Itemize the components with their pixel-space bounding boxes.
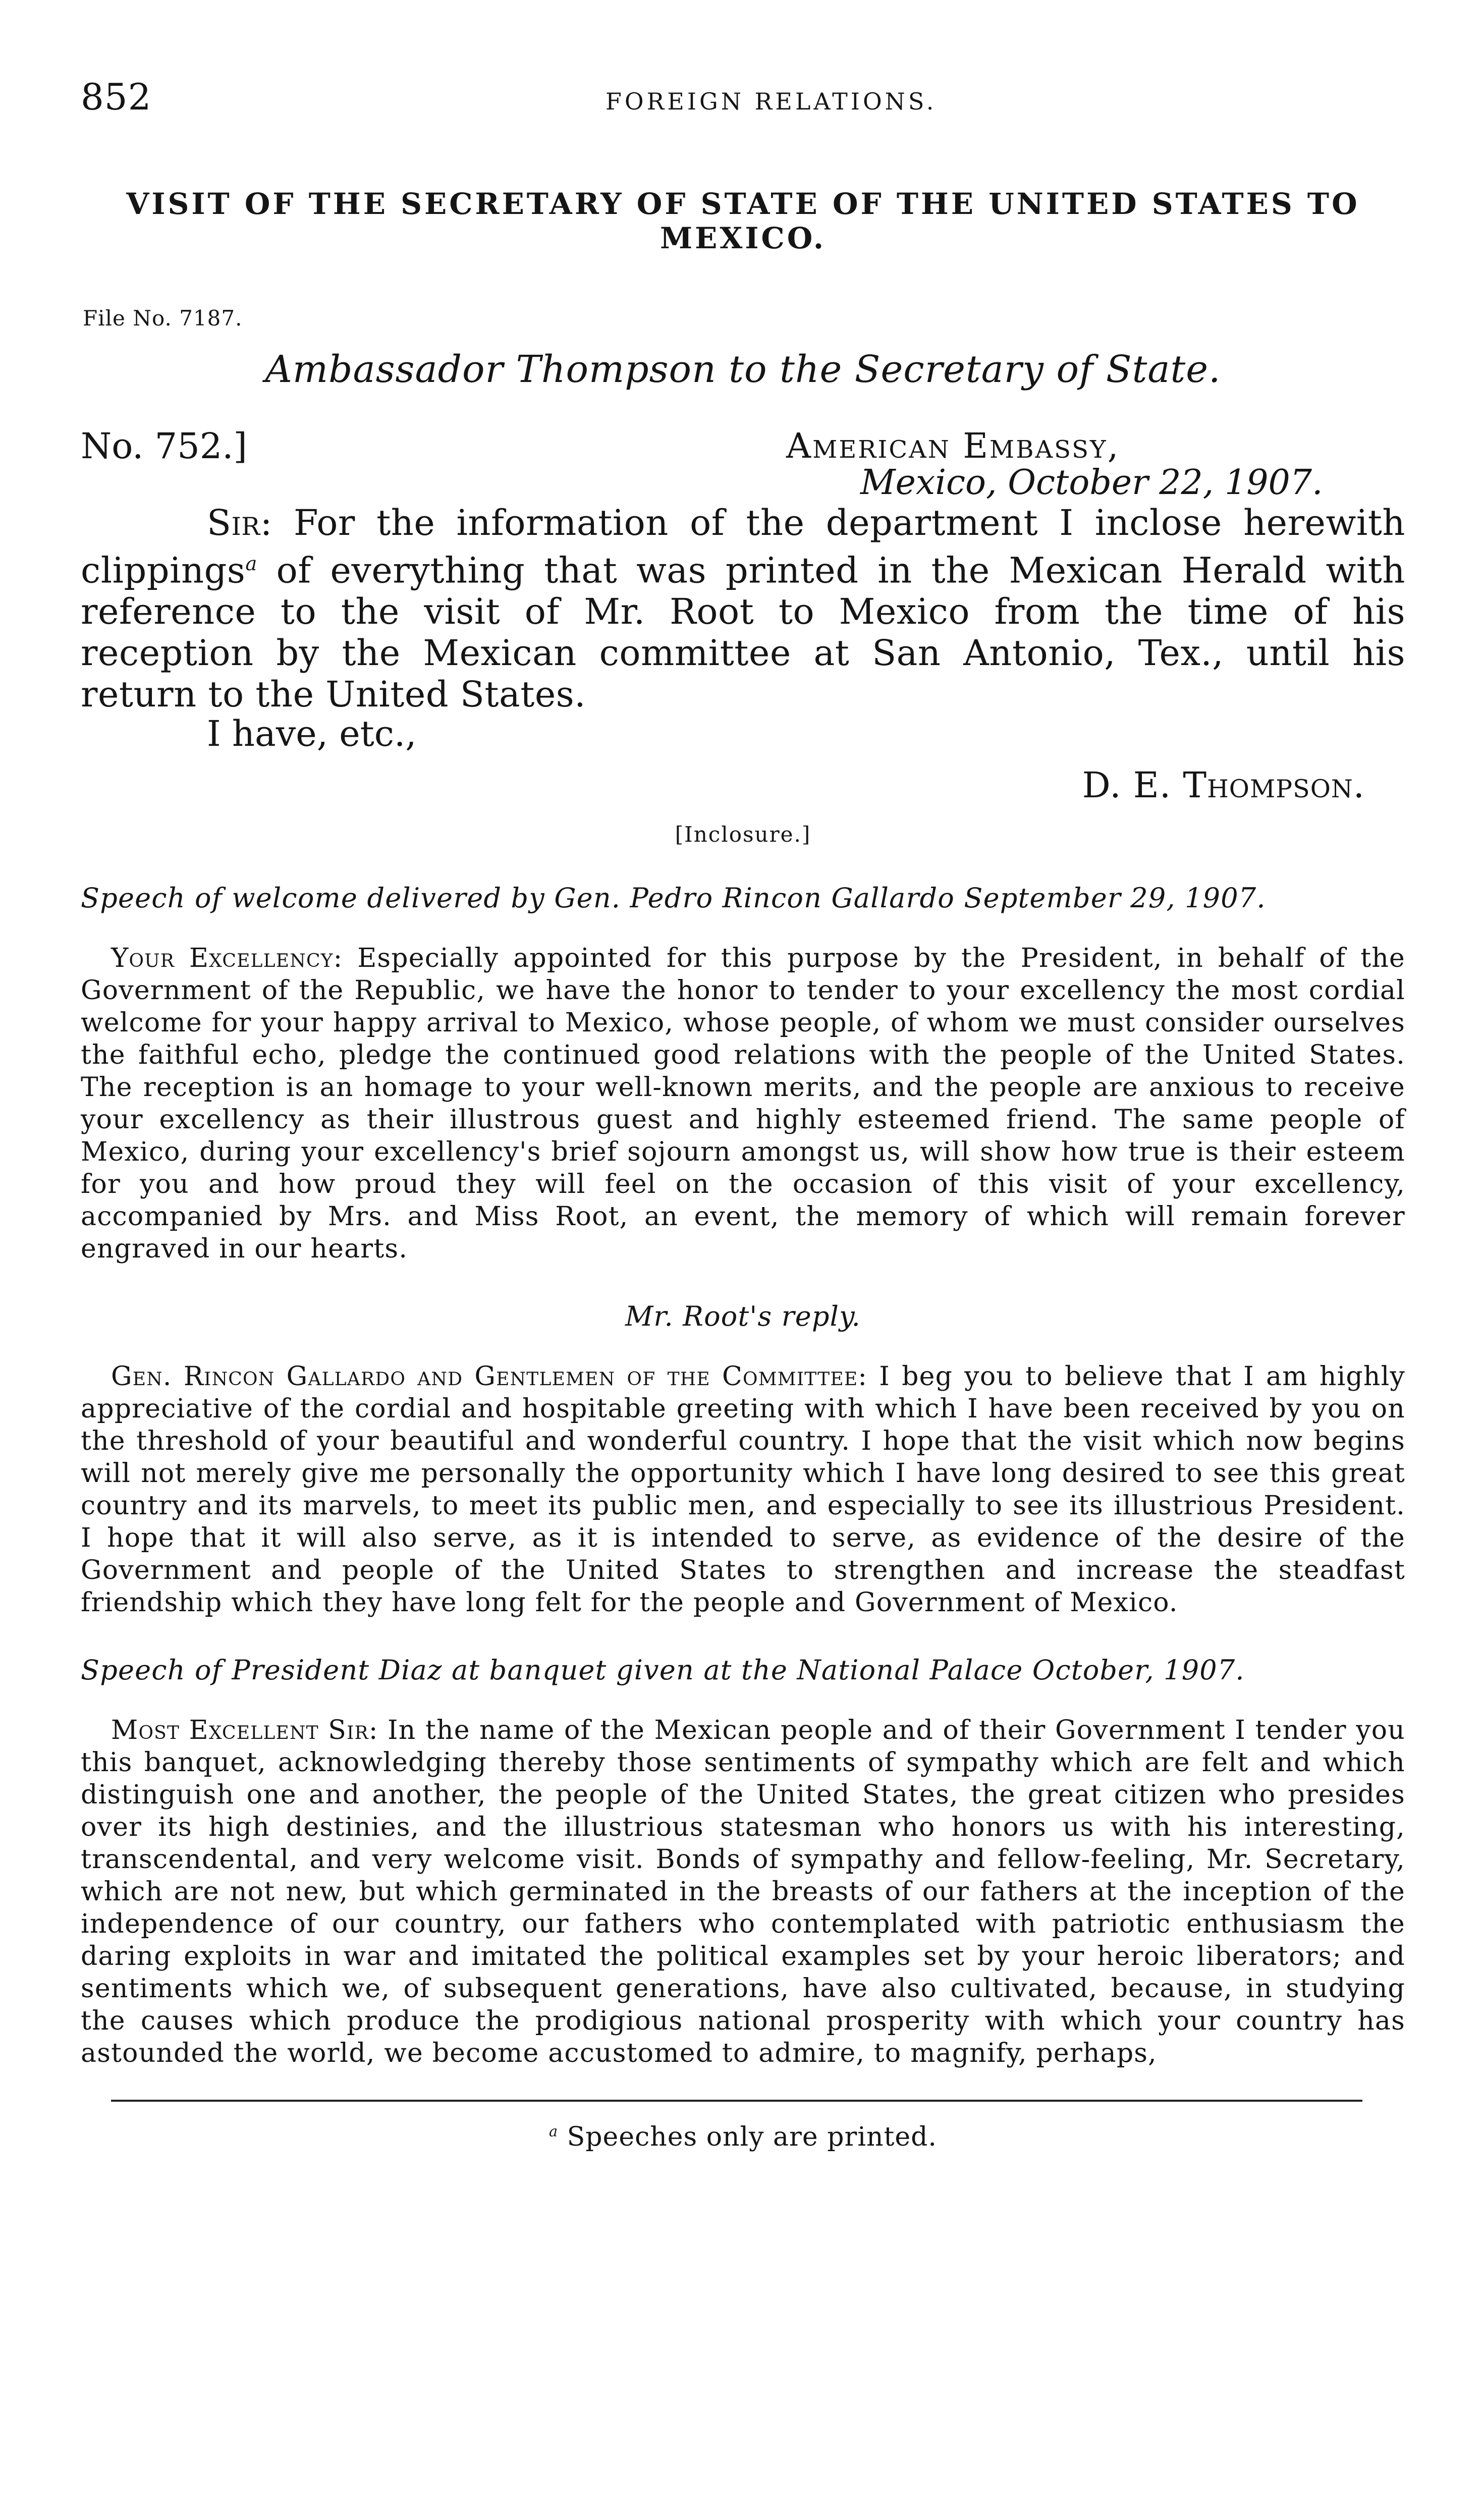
letter-body <box>81 502 1405 715</box>
signature-name: Thompson. <box>1183 764 1365 806</box>
embassy-name: American Embassy, <box>786 426 1120 466</box>
file-number: File No. 7187. <box>83 306 243 331</box>
letter-text-part1: : For the information of the department I inclose herewith clippings <box>81 502 1405 591</box>
reply-body: : I beg you to believe that I am highly appreciative of the cordial and hospitable greeting with which I have been received by you on the threshold of your beautiful and wonderful country. I hope that the visit which now begins will not merely give me personally the opportunity which I have long desired to see this great country and its marvels, to meet its public men, and especially to see its illustrious President. I hope that it will also serve, as it is intended to serve, as evidence of the desire of the Government and people of the United States to strengthen and increase the steadfast friendship which they have long felt for the people and Government of Mexico. <box>81 1361 1405 1618</box>
signature <box>81 764 1405 806</box>
footnote-rule <box>111 2100 1362 2102</box>
speech-banquet-heading: Speech of President Diaz at banquet given at the National Palace October, 1907. <box>81 1654 1245 1686</box>
document-page <box>81 76 1405 2478</box>
speech-banquet-text <box>81 1714 1405 2069</box>
speech-banquet-body: : In the name of the Mexican people and of their Government I tender you this banquet, acknowledging thereby those sentiments of sympathy which are felt and which distinguish one and another, the people of the United States, the great citizen who presides over its high destinies, and the illustrious statesman who honors us with his interesting, transcendental, and very welcome visit. Bonds of sympathy and fellow-feeling, Mr. Secretary, which are not new, but which germinated in the breasts of our fathers at the inception of the independence of our country, our fathers who contemplated with patriotic enthusiasm the daring exploits in war and imitated the political examples set by your heroic liberators; and sentiments which we, of subsequent generations, have also cultivated, because, in studying the causes which produce the prodigious national prosperity with which your country has astounded the world, we become accustomed to admire, to magnify, perhaps, <box>81 1715 1405 2069</box>
footnote-text: Speeches only are printed. <box>558 2122 937 2153</box>
speech-welcome-heading: Speech of welcome delivered by Gen. Pedro Rincon Gallardo September 29, 1907. <box>81 882 1266 914</box>
letter-header <box>81 416 1405 502</box>
speech-banquet-salutation: Most Excellent Sir <box>111 1715 369 1746</box>
running-head-title: FOREIGN RELATIONS. <box>606 88 937 115</box>
letter-text-part2: of everything that was printed in the Mexican Herald with reference to the visit of Mr. Root to Mexico from the time of his reception by the Mexican committee at San Antonio, Tex., until his return to the United States. <box>81 550 1405 716</box>
footnote-marker: a <box>245 553 257 575</box>
document-heading: Ambassador Thompson to the Secretary of State. <box>265 348 1221 391</box>
speech-welcome-salutation: Your Excellency <box>111 943 334 974</box>
dispatch-number: No. 752.] <box>81 425 247 467</box>
reply-heading: Mr. Root's reply. <box>625 1300 861 1333</box>
footnote <box>81 2122 1405 2152</box>
letter-salutation: Sir <box>207 502 260 543</box>
page-number: 852 <box>81 76 152 118</box>
running-head <box>81 76 1405 131</box>
inclosure-label: [Inclosure.] <box>675 822 811 847</box>
footnote-mark: a <box>549 2123 559 2140</box>
section-title: VISIT OF THE SECRETARY OF STATE OF THE UNITED STATES TO MEXICO. <box>126 187 1360 255</box>
signature-initials: D. E. <box>1082 764 1172 806</box>
speech-welcome-text <box>81 942 1405 1265</box>
place-date: Mexico, October 22, 1907. <box>860 463 1323 503</box>
letter-closing: I have, etc., <box>207 713 417 755</box>
speech-welcome-body: : Especially appointed for this purpose by the President, in behalf of the Government of the Republic, we have the honor to tender to your excellency the most cordial welcome for your happy arrival to Mexico, whose people, of whom we must consider ourselves the faithful echo, pledge the continued good relations with the people of the United States. The reception is an homage to your well-known merits, and the people are anxious to receive your excellency as their illustrous guest and highly esteemed friend. The same people of Mexico, during your excellency's brief sojourn amongst us, will show how true is their esteem for you and how proud they will feel on the occasion of this visit of your excellency, accompanied by Mrs. and Miss Root, an event, the memory of which will remain forever engraved in our hearts. <box>81 943 1405 1265</box>
reply-text <box>81 1360 1405 1619</box>
reply-salutation: Gen. Rincon Gallardo and Gentlemen of the Committee <box>111 1361 858 1392</box>
